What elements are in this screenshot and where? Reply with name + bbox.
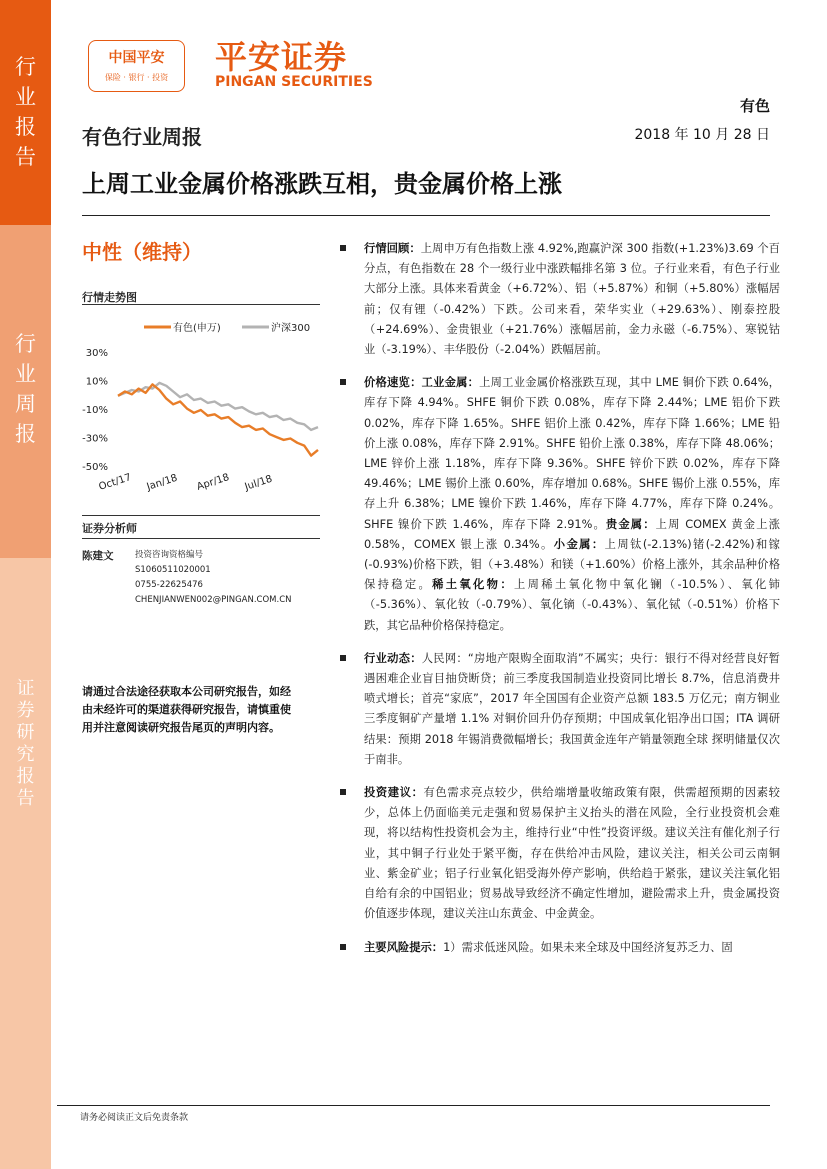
x-tick-label: Jul/18 xyxy=(243,473,274,493)
chart-legend xyxy=(144,321,310,334)
bullet-text: 1）需求低迷风险。如果未来全球及中国经济复苏乏力、固 xyxy=(443,940,733,954)
analyst-name: 陈建文 xyxy=(82,550,114,562)
y-tick-label: -30% xyxy=(82,433,108,445)
analyst-info xyxy=(135,548,315,608)
analyst-top-divider xyxy=(82,515,320,516)
legend-label-nonferrous: 有色(申万) xyxy=(173,323,221,334)
sidebar-block-research xyxy=(0,558,51,1169)
bullet-text: 上周工业金属价格涨跌互现，其中 LME 铜价下跌 0.64%，库存下降 4.94%。SHFE 铜价下跌 0.08%，库存下降 2.44%；LME 铝价下跌 0.02%，库存下降 1.65%。SHFE 铝价上涨 0.42%，库存下降 1.66%；LME 铅价上涨 0.08%，库存下降 2.91%。SHFE 铅价上涨 0.38%，库存下降 48.06%；LME 锌价上涨 1.18%，库存下降 9.36%。SHFE 锌价下跌 0.02%，库存下降 49.46%；LME 锡价上涨 0.60%，库存增加 0.68%。SHFE 锡价上涨 0.55%，库存上升 6.38%；LME 镍价下跌 1.46%，库存下降 4.77%，库存下降 0.24%。SHFE 镍价下跌 1.46%，库存下降 2.91%。 xyxy=(364,376,780,531)
pingan-logo xyxy=(88,40,185,92)
bullet-label: 主要风险提示 xyxy=(364,940,432,954)
sidebar xyxy=(0,0,51,1169)
y-tick-label: -50% xyxy=(82,462,108,473)
analyst-cert-label: 投资咨询资格编号 xyxy=(135,550,204,560)
report-date: 2018 年 10 月 28 日 xyxy=(634,127,770,143)
market-trend-chart xyxy=(78,305,323,505)
bullet-market-review: 行情回顾：上周申万有色指数上涨 4.92%,跑赢沪深 300 指数(+1.23%)3.69 个百分点，有色指数在 28 个一级行业中涨跌幅排名第 3 位。子行业来看，有色子行业大部分上涨。具体来看黄金（+6.72%）、铝（+5.87%）和铜（+5.80%）涨幅居前；仅有锂（-0.42%）下跌。公司来看，荣华实业（+29.63%）、刚泰控股（+24.69%）、金贵银业（+21.76%）涨幅居前，金力永磁（-6.75%）、寒锐钴业（-3.19%）、丰华股份（-2.04%）跌幅居前。 xyxy=(340,239,780,360)
bullet-industry-news: 行业动态：人民网：“房地产限购全面取消”不属实；央行：银行不得对经营良好暂遇困难企业盲目抽贷断贷；前三季度我国制造业投资同比增长 8.7%，信息消费井喷式增长；首亮“家底”，2017 年全国国有企业资产总额 183.5 万亿元；南方铜业三季度铜矿产量增 1.1% 对铜价回升仍存预期；中国成氧化铝净出口国；ITA 调研结果：预期 2018 年锡消费微幅增长；我国黄金连年产销量领跑全球 探明储量仅次于南非。 xyxy=(340,649,780,770)
sidebar-label-weekly: 行业周报 xyxy=(15,332,36,446)
y-tick-label: 10% xyxy=(85,376,108,388)
bullet-label: 投资建议 xyxy=(364,786,412,800)
bullet-sublabel: 工业金属 xyxy=(421,376,468,390)
bullet-text: 上周稀土氧化物中氧化镧（-10.5%）、氧化铈（-5.36%）、氧化钕（-0.79%）、氧化镝（-0.43%）、氧化铽（-0.51%）价格下跌，其它品种价格保持稳定。 xyxy=(364,578,780,632)
sidebar-block-report xyxy=(0,0,51,225)
disclaimer-text: 请通过合法途径获取本公司研究报告，如经由未经许可的渠道获得研究报告，请慎重使用并注意阅读研究报告尾页的声明内容。 xyxy=(82,685,291,734)
pingan-logo-text: 中国平安 xyxy=(108,50,165,66)
x-tick-label: Jan/18 xyxy=(145,472,179,493)
y-axis-ticks xyxy=(82,348,108,473)
pingan-logo-slogan: 保险 · 银行 · 投资 xyxy=(104,73,169,82)
x-tick-label: Apr/18 xyxy=(195,472,231,493)
sector-label: 有色 xyxy=(739,97,770,115)
bullet-text: 有色需求亮点较少，供给端增量收缩政策有限，供需超预期的因素较少，总体上仍面临美元走强和贸易保护主义抬头的潜在风险，全行业投资机会难现，将以结构性投资机会为主，维持行业“中性”投资评级。建议关注有催化剂子行业，其中铜子行业处于紧平衡，存在供给冲击风险，建议关注，相关公司云南铜业、紫金矿业；铝子行业氧化铝受海外停产影响，供给趋于紧张，建议关注氧化铝自给有余的中国铝业；贸易战导致经济不确定性增加，避险需求上升，贵金属投资价值逐步体现，建议关注山东黄金、中金黄金。 xyxy=(364,786,780,921)
report-headline: 上周工业金属价格涨跌互相，贵金属价格上涨 xyxy=(82,170,562,198)
footer-divider xyxy=(57,1105,770,1106)
x-axis-ticks xyxy=(98,472,274,493)
y-tick-label: -10% xyxy=(82,405,108,416)
analyst-phone: 0755-22625476 xyxy=(135,580,203,590)
analyst-divider xyxy=(82,538,320,539)
footer-disclaimer: 请务必阅读正文后免责条款 xyxy=(80,1113,189,1123)
sidebar-label-report: 行业报告 xyxy=(15,55,36,169)
bullet-sublabel: 稀土氧化物 xyxy=(432,578,501,592)
legend-label-hs300: 沪深300 xyxy=(271,323,311,334)
analyst-email: CHENJIANWEN002@PINGAN.COM.CN xyxy=(135,595,292,605)
report-type: 有色行业周报 xyxy=(82,125,202,149)
bullet-label: 行情回顾 xyxy=(364,242,410,255)
bullet-text: 上周 COMEX 黄金上涨 0.58%，COMEX 银上涨 0.34%。 xyxy=(364,517,780,551)
analyst-section-title: 证券分析师 xyxy=(82,522,137,535)
rating-label: 中性（维持） xyxy=(82,240,202,264)
bullet-text: 上周申万有色指数上涨 4.92%,跑赢沪深 300 指数(+1.23%)3.69 个百分点，有色指数在 28 个一级行业中涨跌幅排名第 3 位。子行业来看，有色子行业大部分上涨。具体来看黄金（+6.72%）、铝（+5.87%）和铜（+5.80%）涨幅居前；仅有锂（-0.42%）下跌。公司来看，荣华实业（+29.63%）、刚泰控股（+24.69%）、金贵银业（+21.76%）涨幅居前，金力永磁（-6.75%）、寒锐钴业（-3.19%）、丰华股份（-2.04%）跌幅居前。 xyxy=(364,242,780,357)
bullet-text: 人民网：“房地产限购全面取消”不属实；央行：银行不得对经营良好暂遇困难企业盲目抽贷断贷；前三季度我国制造业投资同比增长 8.7%，信息消费井喷式增长；首亮“家底”，2017 年全国国有企业资产总额 183.5 万亿元；南方铜业三季度铜矿产量增 1.1% 对铜价回升仍存预期；中国成氧化铝净出口国；ITA 调研结果：预期 2018 年锡消费微幅增长；我国黄金连年产销量领跑全球 探明储量仅次于南非。 xyxy=(364,651,780,766)
bullet-price-overview: 价格速览：工业金属：上周工业金属价格涨跌互现，其中 LME 铜价下跌 0.64%，库存下降 4.94%。SHFE 铜价下跌 0.08%，库存下降 2.44%；LME 铝价下跌 0.02%，库存下降 1.65%。SHFE 铝价上涨 0.42%，库存下降 1.66%；LME 铅价上涨 0.08%，库存下降 2.91%。SHFE 铅价上涨 0.38%，库存下降 48.06%；LME 锌价上涨 1.18%，库存下降 9.36%。SHFE 锌价下跌 0.02%，库存下降 49.46%；LME 锡价上涨 0.60%，库存增加 0.68%。SHFE 锡价上涨 0.55%，库存上升 6.38%；LME 镍价下跌 1.46%，库存下降 4.77%，库存下降 0.24%。SHFE 镍价下跌 1.46%，库存下降 2.91%。贵金属：上周 COMEX 黄金上涨 0.58%，COMEX 银上涨 0.34%。小金属：上周钛(-2.13%)锗(-2.42%)和镓(-0.93%)价格下跌，钼（+3.48%）和镁（+1.60%）价格上涨外，其余品种价格保持稳定。稀土氧化物：上周稀土氧化物中氧化镧（-10.5%）、氧化铈（-5.36%）、氧化钕（-0.79%）、氧化镝（-0.43%）、氧化铽（-0.51%）价格下跌，其它品种价格保持稳定。 xyxy=(340,373,780,636)
chart-section-title: 行情走势图 xyxy=(82,291,137,304)
bullet-investment-advice: 投资建议：有色需求亮点较少，供给端增量收缩政策有限，供需超预期的因素较少，总体上仍面临美元走强和贸易保护主义抬头的潜在风险，全行业投资机会难现，将以结构性投资机会为主，维持行业“中性”投资评级。建议关注有催化剂子行业，其中铜子行业处于紧平衡，存在供给冲击风险，建议关注，相关公司云南铜业、紫金矿业；铝子行业氧化铝受海外停产影响，供给趋于紧张，建议关注氧化铝自给有余的中国铝业；贸易战导致经济不确定性增加，避险需求上升，贵金属投资价值逐步体现，建议关注山东黄金、中金黄金。 xyxy=(340,783,780,924)
bullet-text: 上周钛(-2.13%)锗(-2.42%)和镓(-0.93%)价格下跌，钼（+3.48%）和镁（+1.60%）价格上涨外，其余品种价格保持稳定。 xyxy=(364,537,780,592)
header-divider xyxy=(82,215,770,216)
brand-name-en: PINGAN SECURITIES xyxy=(215,74,373,90)
y-tick-label: 30% xyxy=(85,348,108,359)
x-tick-label: Oct/17 xyxy=(97,472,133,493)
chart-series xyxy=(118,383,318,456)
sidebar-block-weekly xyxy=(0,225,51,558)
bullet-label: 行业动态 xyxy=(364,651,411,665)
bullet-risk-warning: 主要风险提示：1）需求低迷风险。如果未来全球及中国经济复苏乏力、固 xyxy=(340,938,780,958)
bullet-sublabel: 贵金属 xyxy=(605,517,644,531)
bullet-sublabel: 小金属 xyxy=(553,537,592,551)
bullet-label: 价格速览 xyxy=(364,376,411,390)
analyst-cert-number: S1060511020001 xyxy=(135,565,211,575)
main-content xyxy=(340,239,780,971)
brand-name-cn: 平安证券 xyxy=(215,38,348,76)
sidebar-label-research: 证券研究报告 xyxy=(16,678,35,809)
